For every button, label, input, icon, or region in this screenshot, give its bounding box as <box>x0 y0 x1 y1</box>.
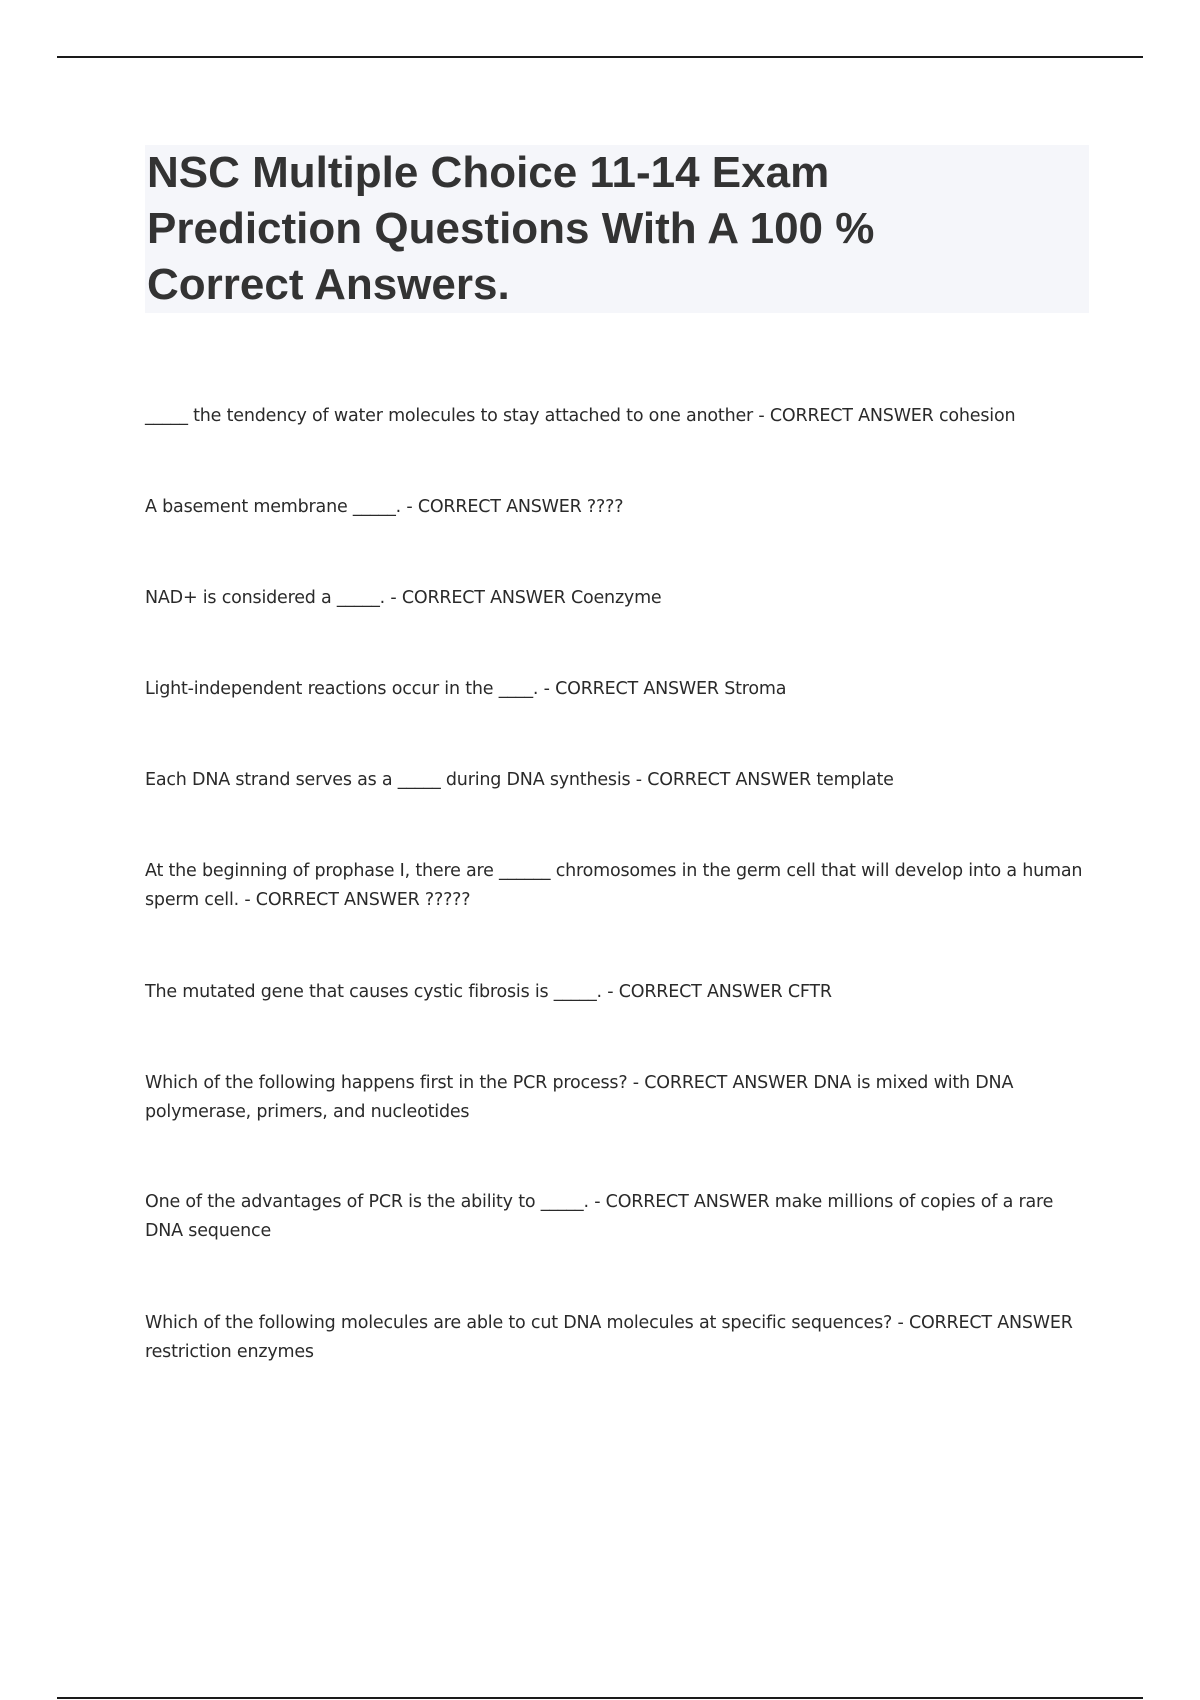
title-line-1: NSC Multiple Choice 11-14 Exam <box>147 148 830 197</box>
qa-item-4: Light-independent reactions occur in the ____. - CORRECT ANSWER Stroma <box>145 679 787 699</box>
qa-item-10: Which of the following molecules are able to cut DNA molecules at specific sequences? - CORRECT ANSWER restriction enzymes <box>145 1313 1073 1362</box>
title-block <box>145 145 1089 313</box>
qa-item-1: _____ the tendency of water molecules to stay attached to one another - CORRECT ANSWER cohesion <box>145 406 1016 426</box>
qa-item-7: The mutated gene that causes cystic fibrosis is _____. - CORRECT ANSWER CFTR <box>145 982 832 1002</box>
qa-item-8: Which of the following happens first in the PCR process? - CORRECT ANSWER DNA is mixed with DNA polymerase, primers, and nucleotides <box>145 1073 1014 1122</box>
qa-item-9: One of the advantages of PCR is the ability to _____. - CORRECT ANSWER make millions of copies of a rare DNA sequence <box>145 1192 1054 1241</box>
qa-item-3: NAD+ is considered a _____. - CORRECT ANSWER Coenzyme <box>145 588 662 608</box>
qa-item-6: At the beginning of prophase I, there are ______ chromosomes in the germ cell that will develop into a human sperm cell. - CORRECT ANSWER ????? <box>145 861 1083 910</box>
qa-item-5: Each DNA strand serves as a _____ during DNA synthesis - CORRECT ANSWER template <box>145 770 894 790</box>
bottom-rule <box>57 1697 1143 1699</box>
document-title <box>147 145 1089 313</box>
title-line-3: Correct Answers. <box>147 260 510 309</box>
title-line-2: Prediction Questions With A 100 % <box>147 204 875 253</box>
qa-item-2: A basement membrane _____. - CORRECT ANSWER ???? <box>145 497 624 517</box>
top-rule <box>57 56 1143 58</box>
